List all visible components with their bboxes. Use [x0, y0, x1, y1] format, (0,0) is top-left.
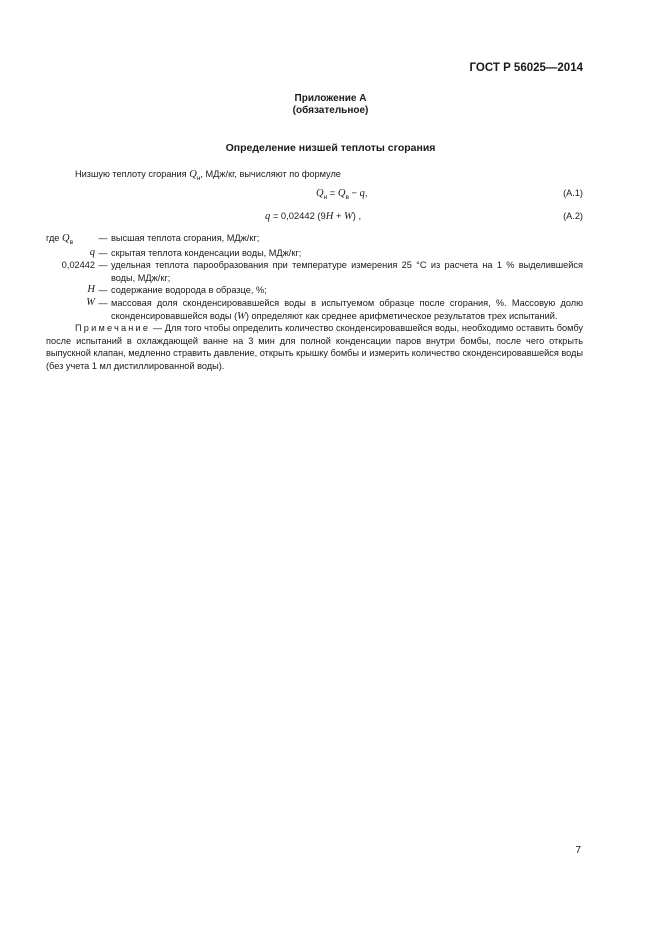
legend-description: высшая теплота сгорания, МДж/кг;: [111, 233, 260, 243]
legend-item-q: [46, 247, 583, 260]
legend-symbol: W: [86, 296, 95, 308]
formula-a1: [316, 187, 367, 199]
legend-symbol-sub: в: [69, 239, 74, 246]
legend-item-w: [46, 297, 583, 323]
legend-description: содержание водорода в образце, %;: [111, 285, 267, 296]
legend-text-before: массовая доля сконденсировавшейся воды в испытуемом образце после сгорания, %. Массовую долю сконденсировавшейся воды (: [111, 297, 583, 321]
formula-a1-term1: Q: [337, 188, 346, 199]
formula-a2-plus: +: [333, 210, 345, 221]
legend-symbol: H: [87, 284, 95, 296]
formula-a2-lhs: q: [265, 211, 271, 222]
legend-inline-symbol: W: [237, 310, 246, 322]
legend-where: где: [46, 233, 62, 243]
section-title: Определение низшей теплоты сгорания: [225, 142, 436, 154]
formula-a1-term2: q: [359, 188, 365, 199]
intro-text-after: , МДж/кг, вычисляют по формуле: [200, 169, 341, 179]
formula-a1-lhs: Q: [316, 188, 324, 199]
legend-symbol: q: [89, 246, 95, 258]
formula-a1-minus: −: [348, 187, 360, 198]
equation-number-a2: (A.2): [563, 211, 583, 221]
formula-a2-w: W: [344, 211, 353, 222]
formula-a2-end: ) ,: [352, 210, 362, 221]
legend-description: удельная теплота парообразования при температуре измерения 25 °С из расчета на 1 % выделившейся воды, МДж/кг;: [111, 260, 583, 283]
legend-dash: —: [98, 233, 108, 243]
legend-term: [46, 232, 95, 247]
note-label: Примечание: [75, 323, 151, 333]
equation-number-a1: (A.1): [563, 188, 583, 198]
formula-a1-term1-sub: в: [345, 194, 349, 201]
intro-symbol: Q: [189, 169, 197, 180]
formula-a2-eq: = 0,02442 (9: [270, 210, 326, 221]
annex-status: (обязательное): [292, 105, 369, 116]
legend-symbol: Q: [61, 233, 70, 244]
legend: [46, 232, 583, 323]
legend-item-h: [46, 284, 583, 297]
note-text: Для того чтобы определить количество сконденсировавшейся воды, необходимо оставить бомбу после испытаний в охлаждающей ванне на 3 мин для полной конденсации паров внутри бомбы, после чего открыть выпускной клапан, медленно стравить давление, открыть крышку бомбы и измерить количество сконденсировавшейся воды (без учета 1 мл дистиллированной воды).: [46, 323, 583, 371]
note: [46, 322, 583, 372]
legend-item-qv: [46, 232, 583, 247]
intro-text-before: Низшую теплоту сгорания: [75, 169, 190, 179]
formula-a1-eq: =: [327, 187, 338, 198]
formula-a1-lhs-sub: н: [323, 194, 328, 201]
legend-description: скрытая теплота конденсации воды, МДж/кг;: [111, 247, 302, 258]
legend-dash: —: [98, 260, 108, 271]
legend-item-constant: [46, 259, 583, 284]
formula-a2-h: H: [325, 211, 334, 222]
page-number: 7: [575, 845, 581, 856]
intro-symbol-sub: н: [196, 175, 201, 182]
legend-description: [111, 297, 583, 323]
document-code: ГОСТ Р 56025—2014: [469, 62, 583, 74]
legend-dash: —: [98, 247, 108, 258]
formula-a2: [265, 210, 361, 222]
formula-a1-end: ,: [364, 187, 368, 198]
legend-text-after: ) определяют как среднее арифметическое результатов трех испытаний.: [245, 310, 558, 321]
legend-dash: —: [98, 285, 108, 296]
legend-value: 0,02442: [61, 260, 95, 271]
legend-dash: —: [98, 297, 108, 308]
intro-paragraph: [75, 168, 341, 183]
annex-title: Приложение А: [294, 93, 367, 104]
note-dash: —: [150, 323, 165, 333]
